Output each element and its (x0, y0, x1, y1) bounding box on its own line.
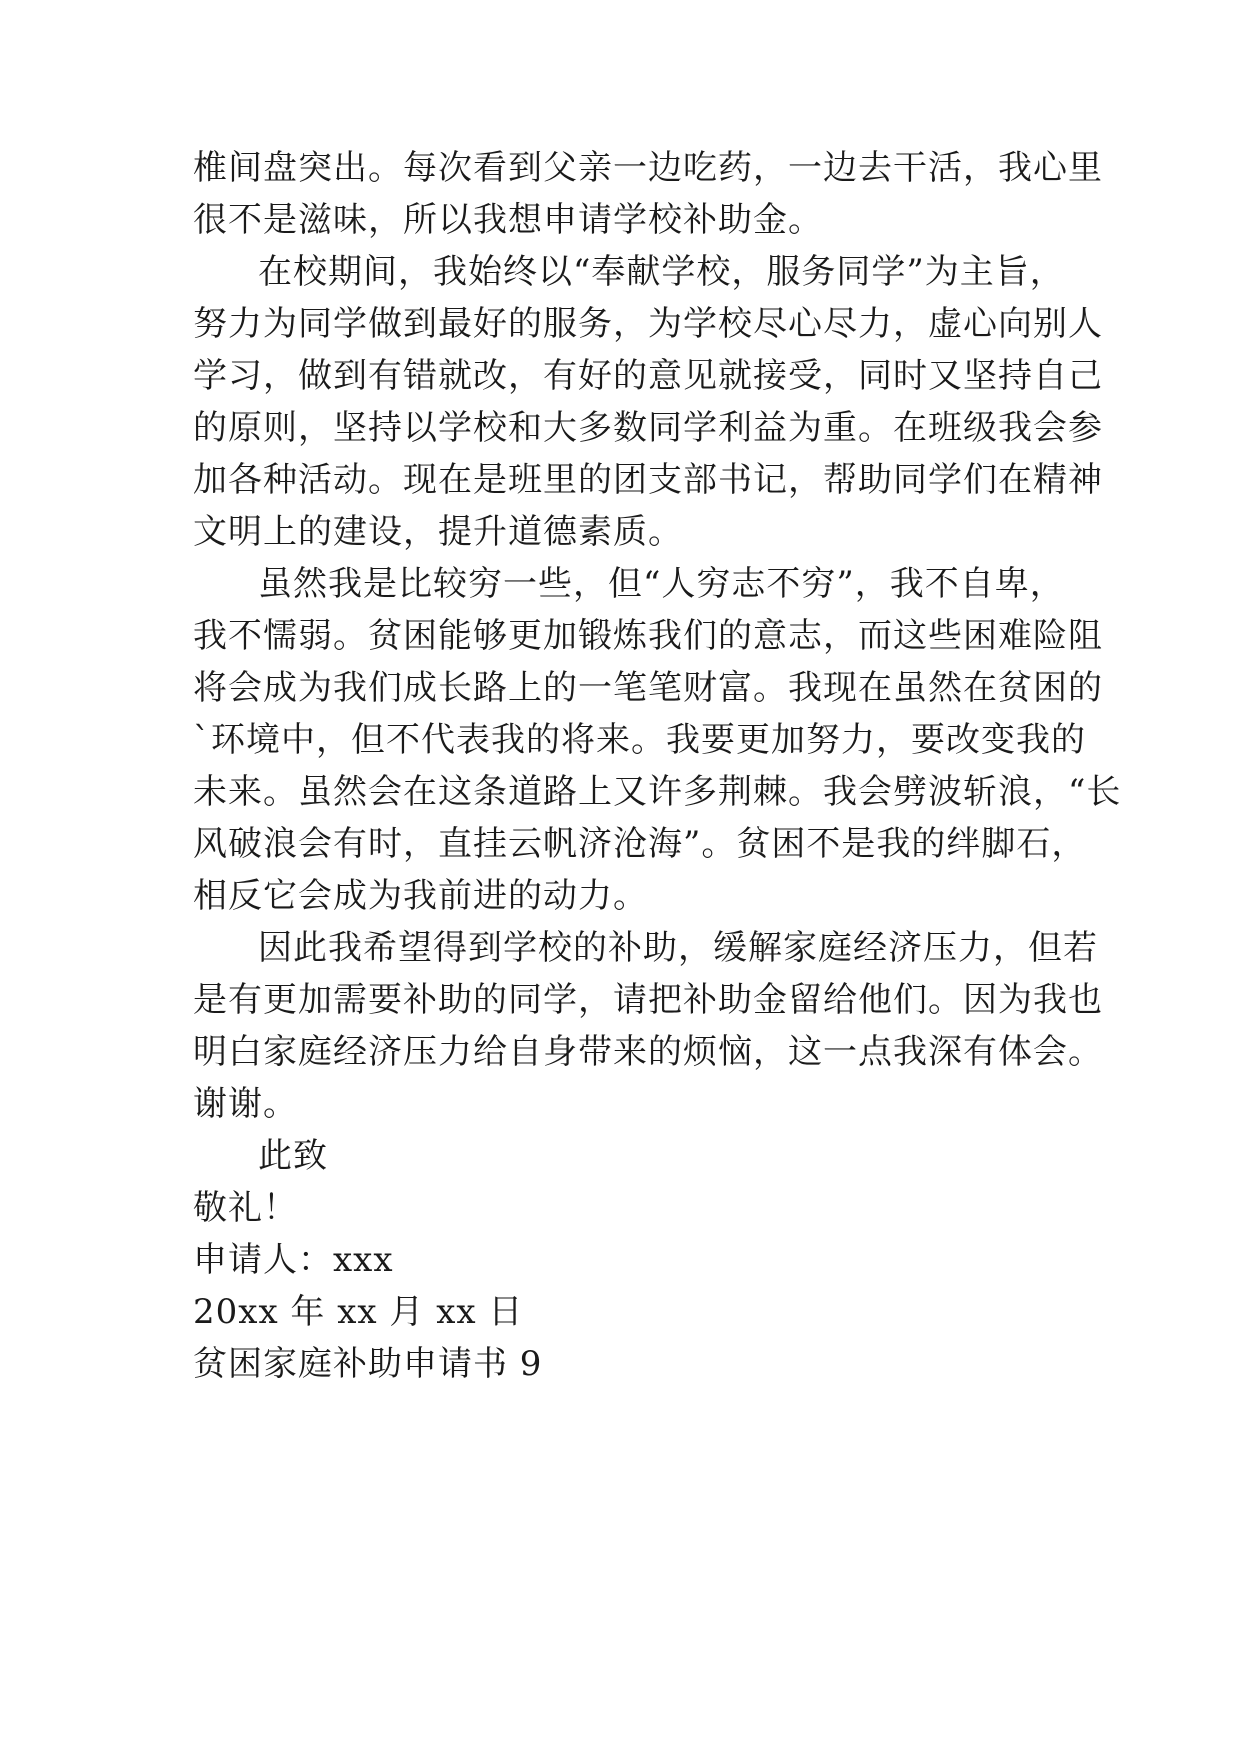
section-heading: 贫困家庭补助申请书 9 (193, 1344, 543, 1384)
paragraph-start-line: 在校期间，我始终以“奉献学校，服务同学”为主旨， (258, 252, 1065, 292)
text-line: 学习，做到有错就改，有好的意见就接受，同时又坚持自己 (193, 356, 1103, 396)
text-line: 将会成为我们成长路上的一笔笔财富。我现在虽然在贫困的 (193, 668, 1103, 708)
text-line: 的原则，坚持以学校和大多数同学利益为重。在班级我会参 (193, 408, 1103, 448)
text-line: 相反它会成为我前进的动力。 (193, 876, 648, 916)
paragraph-start-line: 因此我希望得到学校的补助，缓解家庭经济压力，但若 (258, 928, 1098, 968)
text-line: 是有更加需要补助的同学，请把补助金留给他们。因为我也 (193, 980, 1103, 1020)
closing-respect: 敬礼！ (193, 1188, 298, 1228)
applicant-line: 申请人：xxx (193, 1240, 394, 1280)
text-line: 明白家庭经济压力给自身带来的烦恼，这一点我深有体会。 (193, 1032, 1103, 1072)
paragraph-start-line: 虽然我是比较穷一些，但“人穷志不穷”，我不自卑， (258, 564, 1065, 604)
text-line: 谢谢。 (193, 1084, 298, 1124)
text-line: 文明上的建设，提升道德素质。 (193, 512, 683, 552)
text-line: 加各种活动。现在是班里的团支部书记，帮助同学们在精神 (193, 460, 1103, 500)
text-line: 椎间盘突出。每次看到父亲一边吃药，一边去干活，我心里 (193, 148, 1103, 188)
closing-salutation: 此致 (258, 1136, 328, 1176)
text-line: `环境中，但不代表我的将来。我要更加努力，要改变我的 (193, 720, 1086, 760)
text-line: 未来。虽然会在这条道路上又许多荆棘。我会劈波斩浪，“长 (193, 772, 1122, 812)
date-line: 20xx 年 xx 月 xx 日 (193, 1292, 524, 1332)
text-line: 很不是滋味，所以我想申请学校补助金。 (193, 200, 823, 240)
text-line: 风破浪会有时，直挂云帆济沧海”。贫困不是我的绊脚石， (193, 824, 1087, 864)
text-line: 我不懦弱。贫困能够更加锻炼我们的意志，而这些困难险阻 (193, 616, 1103, 656)
text-line: 努力为同学做到最好的服务，为学校尽心尽力，虚心向别人 (193, 304, 1103, 344)
